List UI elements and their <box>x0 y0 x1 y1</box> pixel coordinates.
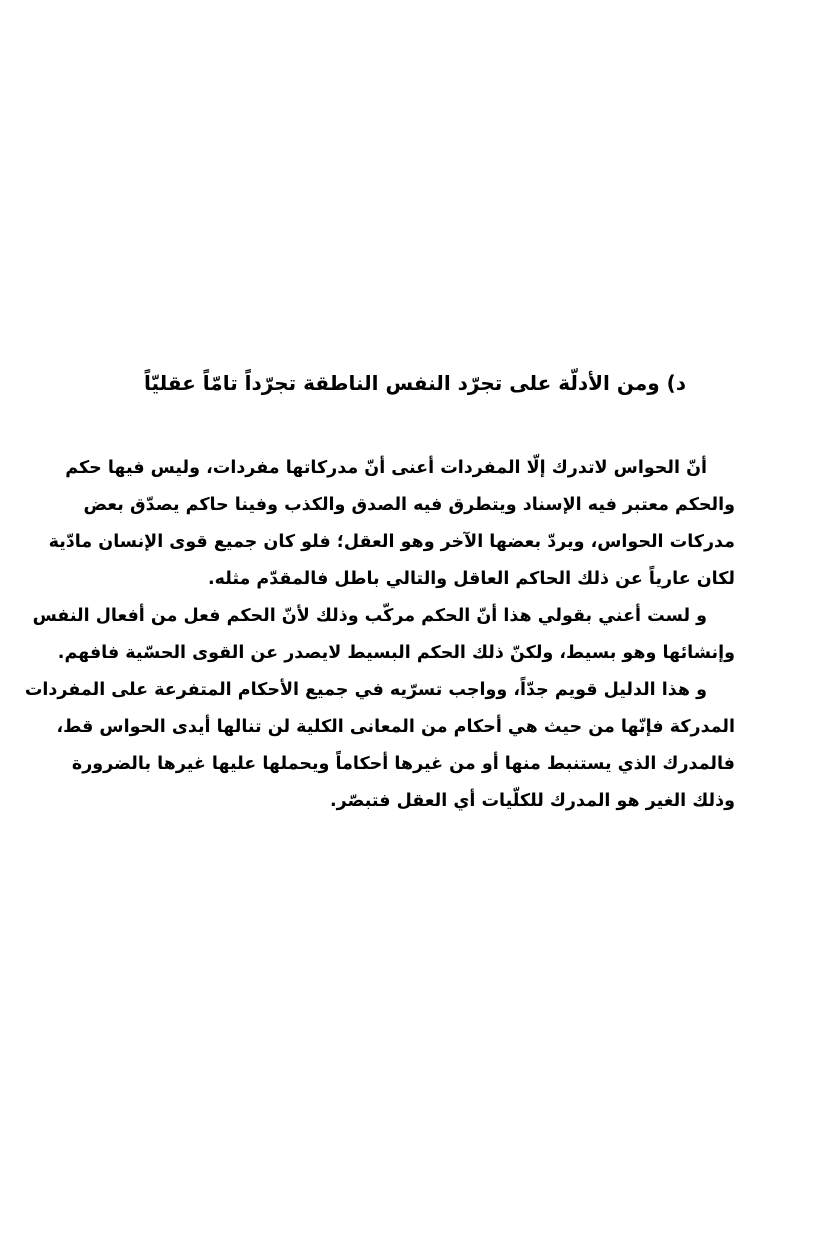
text-line: وذلك الغير هو المدرك للكلّيات أي العقل فتبصّر. <box>329 791 735 811</box>
text-line: فالمدرك الذي يستنبط منها أو من غيرها أحكاماً ويحملها عليها غيرها بالضرورة <box>71 754 735 774</box>
body-text <box>24 450 735 820</box>
text-line: أنّ الحواس لاتدرك إلّا المفردات أعنى أنّ مدركاتها مفردات، وليس فيها حكم <box>65 458 707 478</box>
section-heading: د) ومن الأدلّة على تجرّد النفس الناطقة تجرّداً تامّاً عقليّاً <box>143 371 687 395</box>
text-line: والحكم معتبر فيه الإسناد ويتطرق فيه الصدق والكذب وفينا حاكم يصدّق بعض <box>83 495 735 515</box>
text-line: و لست أعني بقولي هذا أنّ الحكم مركّب وذلك لأنّ الحكم فعل من أفعال النفس <box>32 606 707 626</box>
text-line: المدركة فإنّها من حيث هي أحكام من المعانى الكلية لن تنالها أيدى الحواس قط، <box>56 717 735 737</box>
text-line: لكان عارياً عن ذلك الحاكم العاقل والتالي باطل فالمقدّم مثله. <box>207 569 735 589</box>
text-line: و هذا الدليل قويم جدّاً، وواجب تسرّيه في جميع الأحكام المتفرعة على المفردات <box>24 680 707 700</box>
text-line: وإنشائها وهو بسيط، ولكنّ ذلك الحكم البسيط لايصدر عن القوى الحسّية فافهم. <box>57 643 735 663</box>
text-line: مدركات الحواس، ويردّ بعضها الآخر وهو العقل؛ فلو كان جميع قوى الإنسان مادّية <box>48 532 735 552</box>
